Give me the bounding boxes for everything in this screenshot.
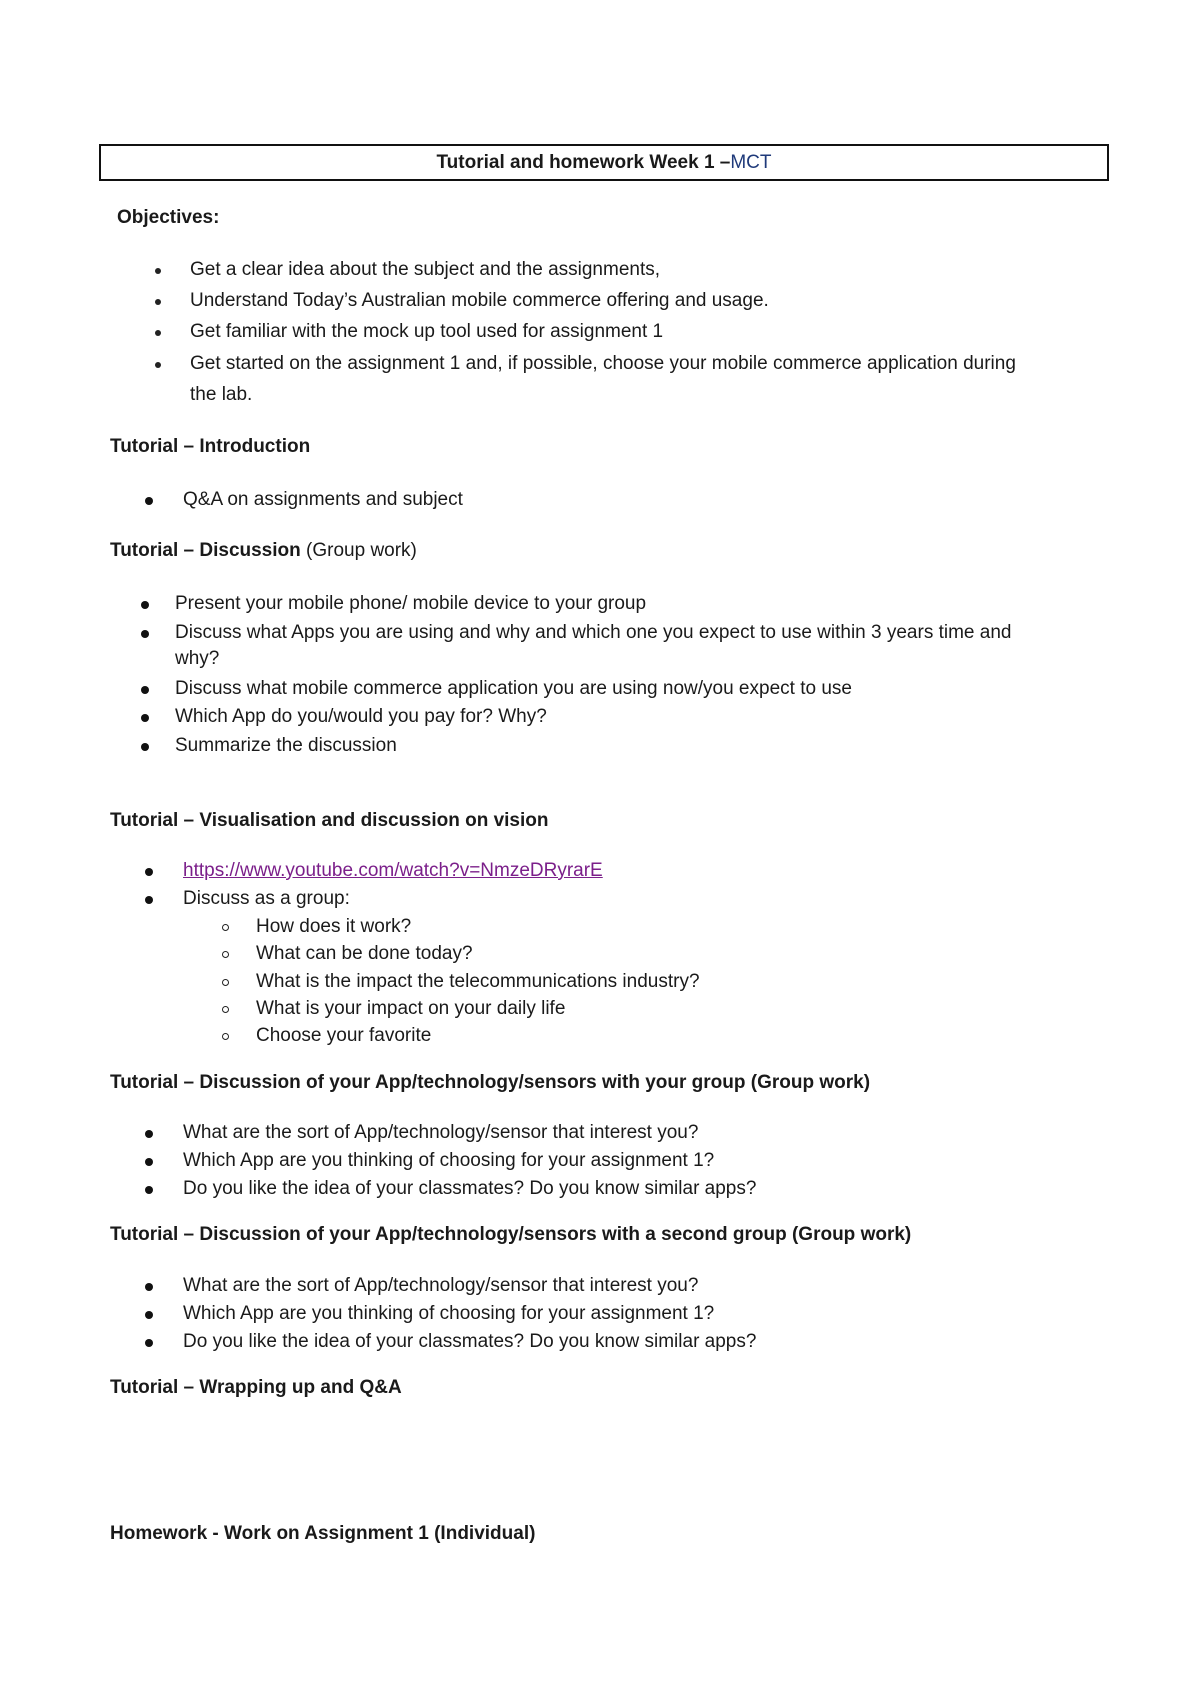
bullet [141, 686, 149, 694]
vision-heading: Tutorial – Visualisation and discussion on vision [110, 810, 549, 831]
homework-heading: Homework - Work on Assignment 1 (Individual) [110, 1523, 536, 1544]
list-item: Discuss as a group: [183, 888, 350, 909]
bullet [141, 630, 149, 638]
list-item: Summarize the discussion [175, 735, 397, 756]
bullet [141, 714, 149, 722]
list-item: What are the sort of App/technology/sensor that interest you? [183, 1122, 699, 1143]
sub-list-item: What can be done today? [256, 943, 473, 964]
bullet [155, 299, 161, 305]
sub-list-item: What is your impact on your daily life [256, 998, 566, 1019]
list-item: Get a clear idea about the subject and the assignments, [190, 259, 661, 280]
discussion-heading-text: Tutorial – Discussion [110, 540, 307, 561]
bullet [145, 1186, 153, 1194]
bullet [145, 868, 153, 876]
bullet [141, 601, 149, 609]
bullet [145, 497, 153, 505]
video-link[interactable]: https://www.youtube.com/watch?v=NmzeDRyrarE [183, 860, 603, 881]
list-item: Present your mobile phone/ mobile device to your group [175, 593, 647, 614]
page-title: Tutorial and homework Week 1 – [436, 151, 731, 173]
bullet [145, 1158, 153, 1166]
bullet [141, 743, 149, 751]
bullet [155, 362, 161, 368]
list-item: Do you like the idea of your classmates? Do you know similar apps? [183, 1178, 757, 1199]
list-item: Do you like the idea of your classmates? Do you know similar apps? [183, 1331, 757, 1352]
group1-heading: Tutorial – Discussion of your App/technology/sensors with your group (Group work) [110, 1072, 871, 1093]
list-item-continuation: why? [175, 648, 220, 669]
list-item: Which App are you thinking of choosing for your assignment 1? [183, 1150, 715, 1171]
list-item: Discuss what mobile commerce application you are using now/you expect to use [175, 678, 852, 699]
sub-list-item: What is the impact the telecommunications industry? [256, 971, 700, 992]
intro-heading: Tutorial – Introduction [110, 436, 311, 457]
objectives-heading: Objectives: [117, 207, 220, 228]
sub-bullet [222, 979, 229, 986]
sub-bullet [222, 1006, 229, 1013]
sub-list-item: How does it work? [256, 916, 412, 937]
list-item: Which App do you/would you pay for? Why? [175, 706, 547, 727]
list-item: What are the sort of App/technology/sensor that interest you? [183, 1275, 699, 1296]
discussion-heading [110, 540, 417, 562]
list-item: Discuss what Apps you are using and why and which one you expect to use within 3 years time and [175, 622, 1012, 643]
sub-bullet [222, 1033, 229, 1040]
list-item: Get familiar with the mock up tool used for assignment 1 [190, 321, 664, 342]
group2-heading: Tutorial – Discussion of your App/technology/sensors with a second group (Group work) [110, 1224, 912, 1245]
sub-bullet [222, 924, 229, 931]
bullet [145, 896, 153, 904]
bullet [145, 1130, 153, 1138]
discussion-heading-suffix: (Group work) [306, 540, 417, 561]
bullet [155, 268, 161, 274]
list-item: Which App are you thinking of choosing for your assignment 1? [183, 1303, 715, 1324]
video-link-line [183, 859, 603, 883]
list-item-continuation: the lab. [190, 384, 253, 405]
wrap-heading: Tutorial – Wrapping up and Q&A [110, 1377, 402, 1398]
bullet [145, 1311, 153, 1319]
list-item: Understand Today’s Australian mobile commerce offering and usage. [190, 290, 769, 311]
sub-list-item: Choose your favorite [256, 1025, 432, 1046]
list-item: Q&A on assignments and subject [183, 489, 463, 510]
page-title-box [99, 144, 1109, 181]
list-item: Get started on the assignment 1 and, if possible, choose your mobile commerce application during [190, 353, 1016, 374]
page-title-accent: MCT [730, 151, 772, 173]
bullet [145, 1283, 153, 1291]
bullet [145, 1339, 153, 1347]
sub-bullet [222, 951, 229, 958]
bullet [155, 330, 161, 336]
